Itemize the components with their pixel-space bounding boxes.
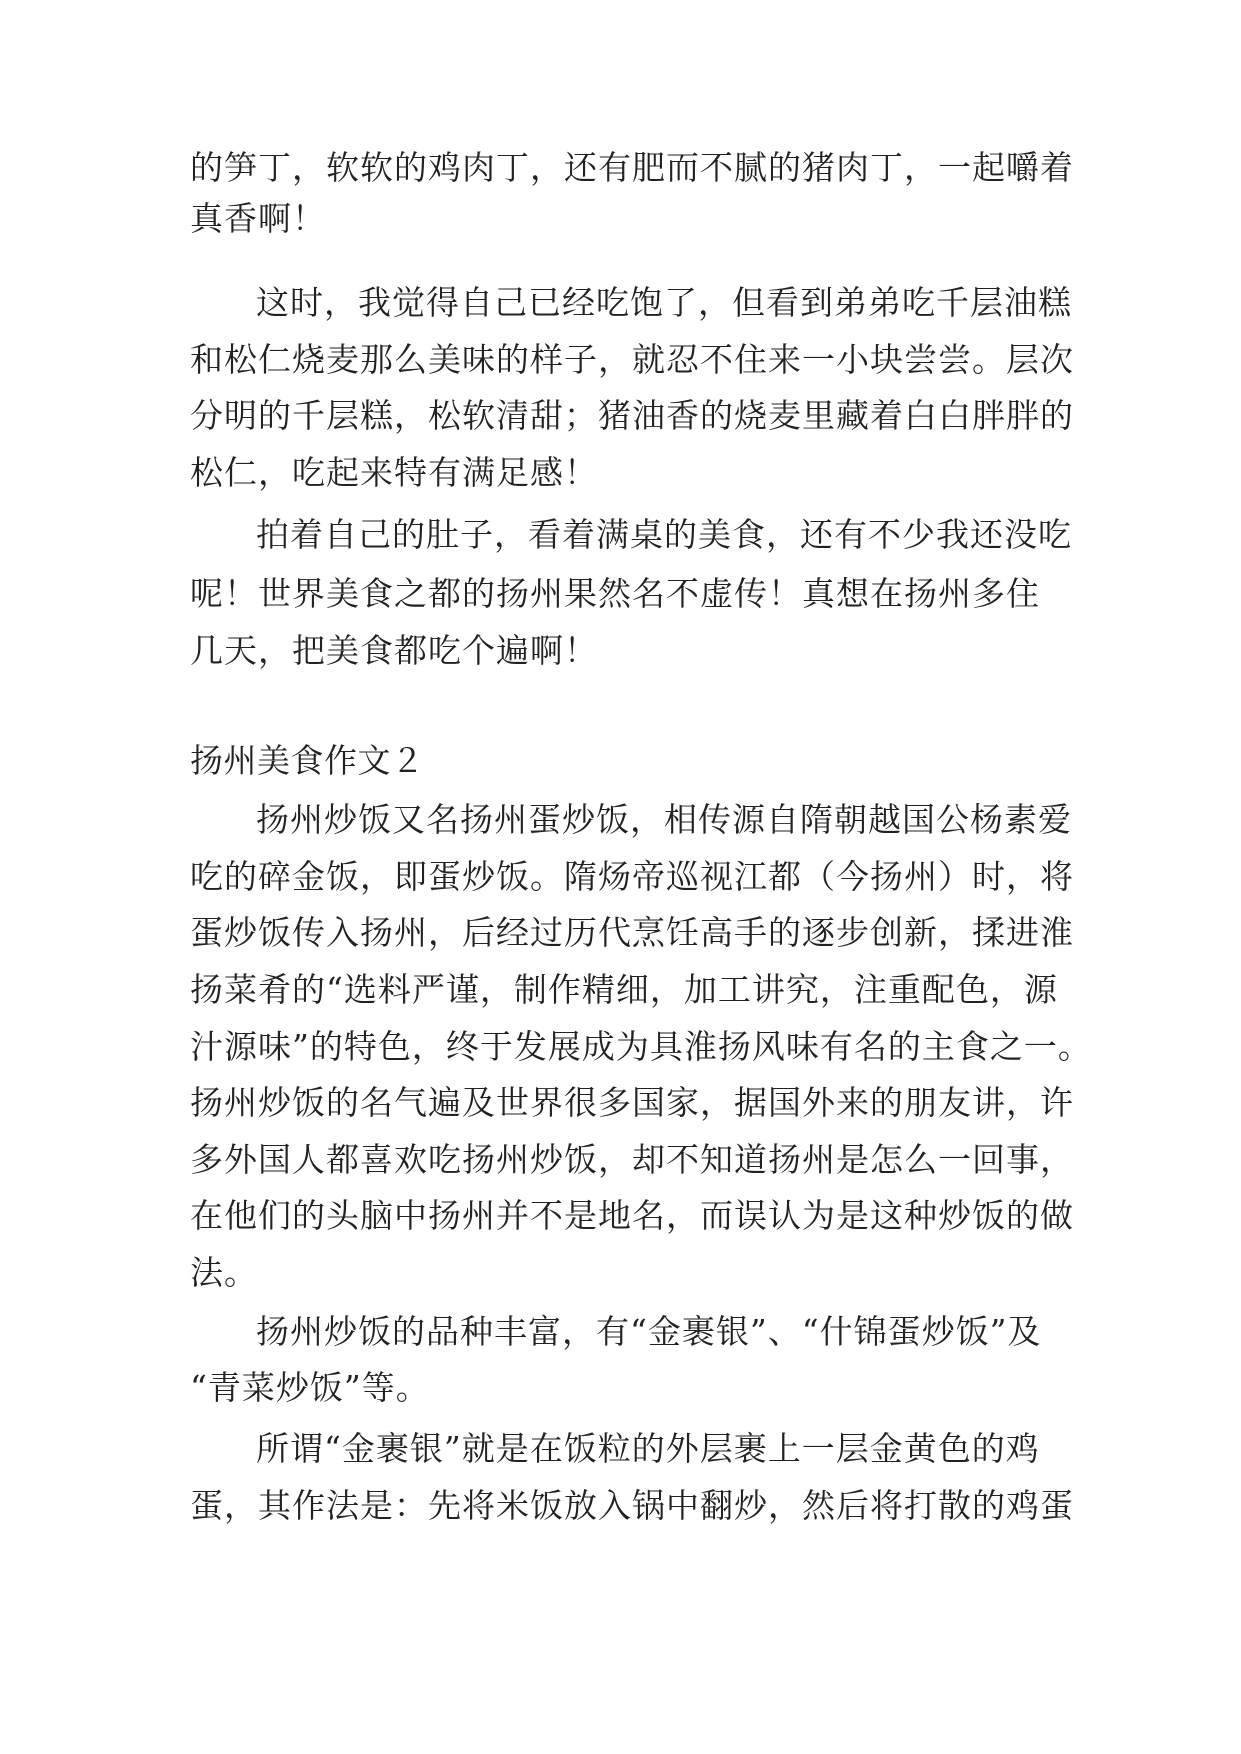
body-text-line: 多外国人都喜欢吃扬州炒饭，却不知道扬州是怎么一回事，	[190, 1140, 1074, 1179]
body-text-line: 法。	[190, 1253, 258, 1292]
body-text-line: 呢！世界美食之都的扬州果然名不虚传！真想在扬州多住	[190, 574, 1040, 613]
paragraph-start-line: 扬州炒饭又名扬州蛋炒饭，相传源自隋朝越国公杨素爱	[256, 800, 1072, 839]
body-text-line: 真香啊！	[190, 199, 326, 238]
body-text-line: “青菜炒饭”等。	[190, 1368, 430, 1407]
body-text-line: 吃的碎金饭，即蛋炒饭。隋炀帝巡视江都（今扬州）时，将	[190, 857, 1074, 896]
body-text-line: 分明的千层糕，松软清甜；猪油香的烧麦里藏着白白胖胖的	[190, 396, 1074, 435]
paragraph-start-line: 扬州炒饭的品种丰富，有“金裹银”、“什锦蛋炒饭”及	[256, 1312, 1042, 1351]
paragraph-start-line: 这时，我觉得自己已经吃饱了，但看到弟弟吃千层油糕	[256, 283, 1072, 322]
body-text-line: 几天，把美食都吃个遍啊！	[190, 631, 598, 670]
paragraph-start-line: 所谓“金裹银”就是在饭粒的外层裹上一层金黄色的鸡	[256, 1429, 1040, 1468]
body-text-line: 蛋炒饭传入扬州，后经过历代烹饪高手的逐步创新，揉进淮	[190, 913, 1074, 952]
section-title: 扬州美食作文２	[190, 741, 425, 780]
body-text-line: 在他们的头脑中扬州并不是地名，而误认为是这种炒饭的做	[190, 1196, 1074, 1235]
body-text-line: 扬菜肴的“选料严谨，制作精细，加工讲究，注重配色，源	[190, 970, 1058, 1009]
body-text-line: 汁源味”的特色，终于发展成为具淮扬风味有名的主食之一。	[190, 1027, 1092, 1066]
body-text-line: 扬州炒饭的名气遍及世界很多国家，据国外来的朋友讲，许	[190, 1083, 1074, 1122]
body-text-line: 松仁，吃起来特有满足感！	[190, 453, 598, 492]
body-text-line: 和松仁烧麦那么美味的样子，就忍不住来一小块尝尝。层次	[190, 340, 1074, 379]
paragraph-start-line: 拍着自己的肚子，看着满桌的美食，还有不少我还没吃	[256, 515, 1072, 554]
body-text-line: 的笋丁，软软的鸡肉丁，还有肥而不腻的猪肉丁，一起嚼着	[190, 148, 1074, 187]
body-text-line: 蛋，其作法是：先将米饭放入锅中翻炒，然后将打散的鸡蛋	[190, 1486, 1074, 1525]
